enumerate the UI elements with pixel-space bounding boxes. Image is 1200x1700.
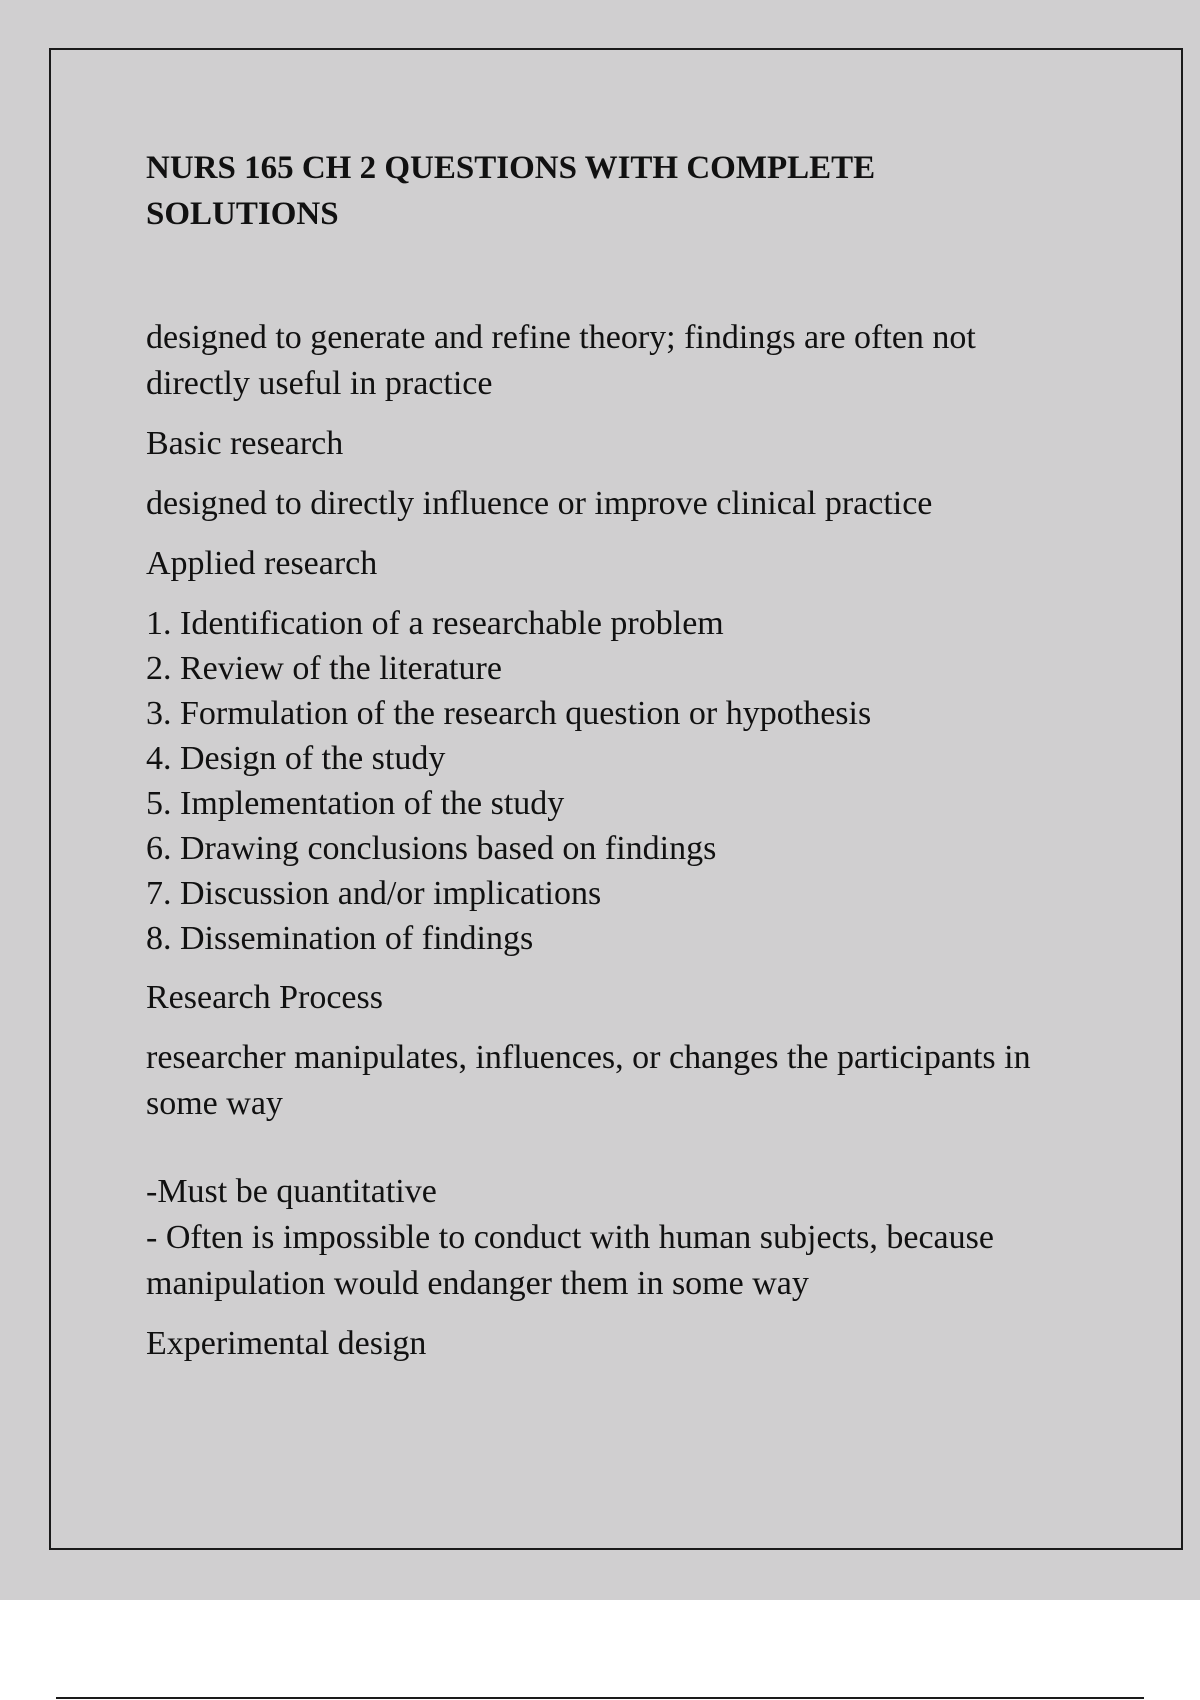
- list-item: 1. Identification of a researchable problem: [146, 605, 724, 642]
- experimental-design-note-2: - Often is impossible to conduct with human subjects, because manipulation would endanger them in some way: [146, 1219, 994, 1302]
- definition-basic-research: designed to generate and refine theory; findings are often not directly useful in practice: [146, 319, 976, 402]
- document-title-line-1: NURS 165 CH 2 QUESTIONS WITH COMPLETE: [146, 150, 876, 186]
- footer-divider: [56, 1697, 1144, 1699]
- term-research-process: Research Process: [146, 979, 383, 1016]
- list-item: 3. Formulation of the research question or hypothesis: [146, 695, 872, 732]
- document-title: [146, 145, 1076, 237]
- list-item: 8. Dissemination of findings: [146, 920, 534, 957]
- list-item: 5. Implementation of the study: [146, 785, 565, 822]
- document-title-line-2: SOLUTIONS: [146, 196, 339, 232]
- term-basic-research: Basic research: [146, 425, 344, 462]
- research-process-steps: [146, 601, 1076, 961]
- term-experimental-design: Experimental design: [146, 1325, 427, 1362]
- list-item: 4. Design of the study: [146, 740, 446, 777]
- definition-applied-research: designed to directly influence or improve clinical practice: [146, 485, 933, 522]
- list-item: 7. Discussion and/or implications: [146, 875, 602, 912]
- definition-experimental-design: researcher manipulates, influences, or changes the participants in some way: [146, 1039, 1031, 1122]
- document-content: [146, 145, 1076, 1381]
- list-item: 6. Drawing conclusions based on findings: [146, 830, 717, 867]
- experimental-design-note-1: -Must be quantitative: [146, 1173, 437, 1210]
- list-item: 2. Review of the literature: [146, 650, 502, 687]
- term-applied-research: Applied research: [146, 545, 378, 582]
